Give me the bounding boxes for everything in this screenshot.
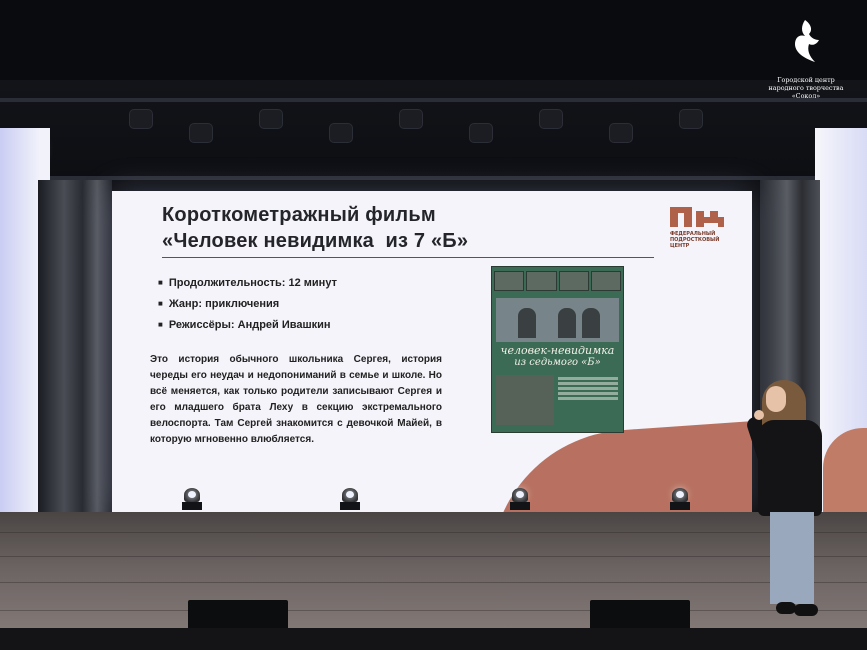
left-curtain xyxy=(38,180,112,530)
film-description: Это история обычного школьника Сергея, история череды его неудач и недопониманий в семье и школе. Но всё меняется, как только родители записывают Сергея и его младшего брата Леху в секцию экстремального велоспорта. Там Сергей знакомится с девочкой Майей, в которую мгновенно влюбляется. xyxy=(150,354,442,445)
floor-spotlight xyxy=(510,488,530,510)
floor-spotlight xyxy=(670,488,690,510)
poster-credits-block xyxy=(558,375,618,402)
fpc-logo xyxy=(670,203,730,249)
sokol-watermark xyxy=(762,18,850,100)
stage-lamp xyxy=(470,124,492,142)
truss-bar xyxy=(0,176,867,180)
fpc-logo-text: ФЕДЕРАЛЬНЫЙ ПОДРОСТКОВЫЙ ЦЕНТР xyxy=(670,231,720,249)
stage-lamp xyxy=(610,124,632,142)
presentation-slide xyxy=(112,191,752,512)
slide-title xyxy=(162,202,468,254)
watermark-line: Городской центр xyxy=(777,76,835,84)
stage-lamp xyxy=(260,110,282,128)
presenter xyxy=(752,380,832,625)
lighting-rig xyxy=(0,80,867,200)
falcon-logo-icon xyxy=(789,18,823,66)
slide-title-line: «Человек невидимка из 7 «Б» xyxy=(162,230,469,252)
film-poster xyxy=(491,266,624,433)
watermark-line: «Сокол» xyxy=(791,92,821,100)
title-divider xyxy=(162,257,654,258)
film-facts-list xyxy=(158,277,337,340)
floor-spotlight xyxy=(340,488,360,510)
stage-lamp xyxy=(130,110,152,128)
film-duration: ■ Продолжительность: 12 минут xyxy=(158,277,337,289)
poster-title xyxy=(492,344,623,369)
stage-lamp xyxy=(330,124,352,142)
poster-main-photo xyxy=(496,298,619,342)
stage-lamp xyxy=(190,124,212,142)
floor-spotlight xyxy=(182,488,202,510)
slide-title-line: Короткометражный фильм xyxy=(162,204,436,226)
fpc-logo-mark xyxy=(670,203,726,227)
poster-photo-strip xyxy=(492,271,623,291)
film-genre: ■ Жанр: приключения xyxy=(158,298,337,310)
poster-bottom-photo xyxy=(496,375,554,425)
stage-lamp xyxy=(400,110,422,128)
watermark-line: народного творчества xyxy=(768,84,844,92)
stage-lamp xyxy=(680,110,702,128)
poster-title-line: человек-невидимка xyxy=(500,344,615,357)
stage-edge xyxy=(0,628,867,650)
poster-title-line: из седьмого «Б» xyxy=(514,357,601,368)
stage-lamp xyxy=(540,110,562,128)
film-directors: ■ Режиссёры: Андрей Ивашкин xyxy=(158,319,337,331)
truss-bar xyxy=(0,98,867,102)
